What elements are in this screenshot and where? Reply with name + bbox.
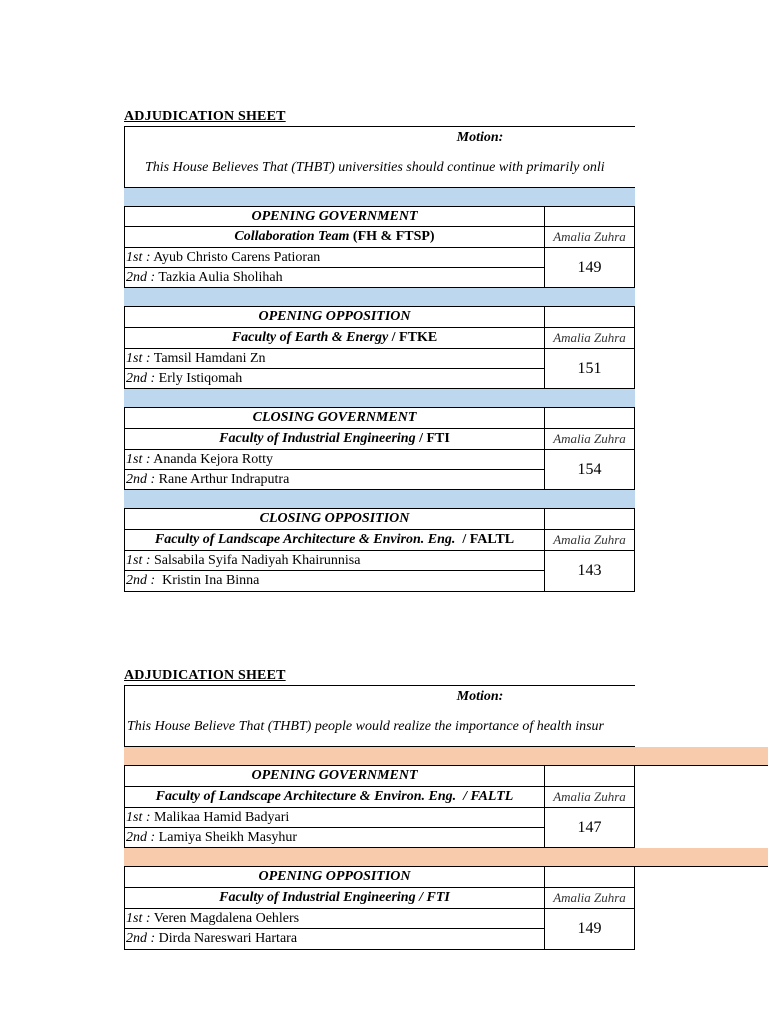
position-adjudicator-blank bbox=[544, 307, 635, 328]
team-score: 154 bbox=[544, 450, 635, 490]
speaker-2: 2nd : Rane Arthur Indraputra bbox=[125, 470, 544, 490]
grid-right-border bbox=[634, 307, 635, 389]
adjudicator-name: Amalia Zuhra bbox=[544, 530, 635, 551]
team-score: 147 bbox=[544, 808, 635, 848]
speaker-2: 2nd : Lamiya Sheikh Masyhur bbox=[125, 828, 544, 848]
team-separator-band bbox=[124, 288, 635, 307]
team-separator-band bbox=[124, 188, 635, 207]
team-name-row bbox=[125, 530, 544, 551]
column-divider bbox=[544, 408, 545, 490]
position-adjudicator-blank bbox=[544, 207, 635, 227]
speaker-1: 1st : Salsabila Syifa Nadiyah Khairunnisa bbox=[125, 551, 544, 571]
grid-right-border bbox=[634, 408, 635, 490]
speaker-2: 2nd : Tazkia Aulia Sholihah bbox=[125, 268, 544, 288]
position-adjudicator-blank bbox=[544, 509, 635, 530]
adjudicator-name: Amalia Zuhra bbox=[544, 787, 635, 808]
column-divider bbox=[544, 307, 545, 389]
grid-right-border bbox=[634, 509, 635, 592]
speaker-1: 1st : Veren Magdalena Oehlers bbox=[125, 909, 544, 929]
position-adjudicator-blank bbox=[544, 766, 635, 787]
team-suffix: (FH & FTSP) bbox=[349, 229, 435, 244]
team-name-row bbox=[125, 429, 544, 450]
team-name-row bbox=[125, 888, 544, 909]
team-separator-band bbox=[124, 848, 768, 867]
column-divider bbox=[544, 766, 545, 848]
adjudicator-name: Amalia Zuhra bbox=[544, 227, 635, 248]
team-name: Faculty of Industrial Engineering / FTI bbox=[219, 890, 450, 905]
adjudicator-name: Amalia Zuhra bbox=[544, 429, 635, 450]
position-adjudicator-blank bbox=[544, 867, 635, 888]
team-position: OPENING OPPOSITION bbox=[125, 867, 544, 888]
speaker-2: 2nd : Dirda Nareswari Hartara bbox=[125, 929, 544, 950]
team-name-row bbox=[125, 328, 544, 349]
column-divider bbox=[544, 207, 545, 288]
team-score: 149 bbox=[544, 909, 635, 950]
team-name-row bbox=[125, 787, 544, 808]
column-divider bbox=[544, 509, 545, 592]
team-position: CLOSING OPPOSITION bbox=[125, 509, 544, 530]
grid-right-border bbox=[634, 207, 635, 288]
team-suffix: / FTKE bbox=[388, 330, 438, 345]
team-name: Collaboration Team bbox=[234, 229, 350, 244]
team-position: CLOSING GOVERNMENT bbox=[125, 408, 544, 429]
team-separator-band bbox=[124, 747, 768, 766]
team-suffix: / FTI bbox=[415, 431, 450, 446]
team-suffix: / FALTL bbox=[455, 532, 515, 547]
team-separator-band bbox=[124, 389, 635, 408]
sheet-title: ADJUDICATION SHEET bbox=[124, 109, 286, 124]
team-name: Faculty of Landscape Architecture & Environ. Eng. bbox=[154, 532, 456, 547]
team-name: Faculty of Earth & Energy bbox=[231, 330, 389, 345]
adjudication-sheet-1 bbox=[124, 109, 768, 594]
speaker-1: 1st : Tamsil Hamdani Zn bbox=[125, 349, 544, 369]
motion-text: This House Believe That (THBT) people would realize the importance of health insur bbox=[125, 707, 635, 747]
speaker-1: 1st : Malikaa Hamid Badyari bbox=[125, 808, 544, 828]
motion-label: Motion: bbox=[456, 129, 504, 145]
adjudicator-name: Amalia Zuhra bbox=[544, 888, 635, 909]
team-score: 143 bbox=[544, 551, 635, 592]
adjudicator-name: Amalia Zuhra bbox=[544, 328, 635, 349]
grid-right-border bbox=[634, 867, 635, 950]
adjudication-sheet-2 bbox=[124, 668, 768, 958]
team-separator-band bbox=[124, 490, 635, 509]
team-score: 151 bbox=[544, 349, 635, 389]
column-divider bbox=[544, 867, 545, 950]
speaker-1: 1st : Ayub Christo Carens Patioran bbox=[125, 248, 544, 268]
team-name-row bbox=[125, 227, 544, 248]
position-adjudicator-blank bbox=[544, 408, 635, 429]
motion-text: This House Believes That (THBT) universities should continue with primarily onli bbox=[125, 148, 635, 188]
team-position: OPENING OPPOSITION bbox=[125, 307, 544, 328]
team-name: Faculty of Landscape Architecture & Environ. Eng. / FALTL bbox=[155, 789, 514, 804]
team-position: OPENING GOVERNMENT bbox=[125, 766, 544, 787]
team-name: Faculty of Industrial Engineering bbox=[219, 431, 416, 446]
speaker-2: 2nd : Erly Istiqomah bbox=[125, 369, 544, 389]
speaker-1: 1st : Ananda Kejora Rotty bbox=[125, 450, 544, 470]
team-score: 149 bbox=[544, 248, 635, 288]
speaker-2: 2nd : Kristin Ina Binna bbox=[125, 571, 544, 592]
team-position: OPENING GOVERNMENT bbox=[125, 207, 544, 227]
motion-label: Motion: bbox=[456, 688, 504, 704]
sheet-title: ADJUDICATION SHEET bbox=[124, 668, 286, 683]
grid-right-border bbox=[634, 766, 635, 848]
